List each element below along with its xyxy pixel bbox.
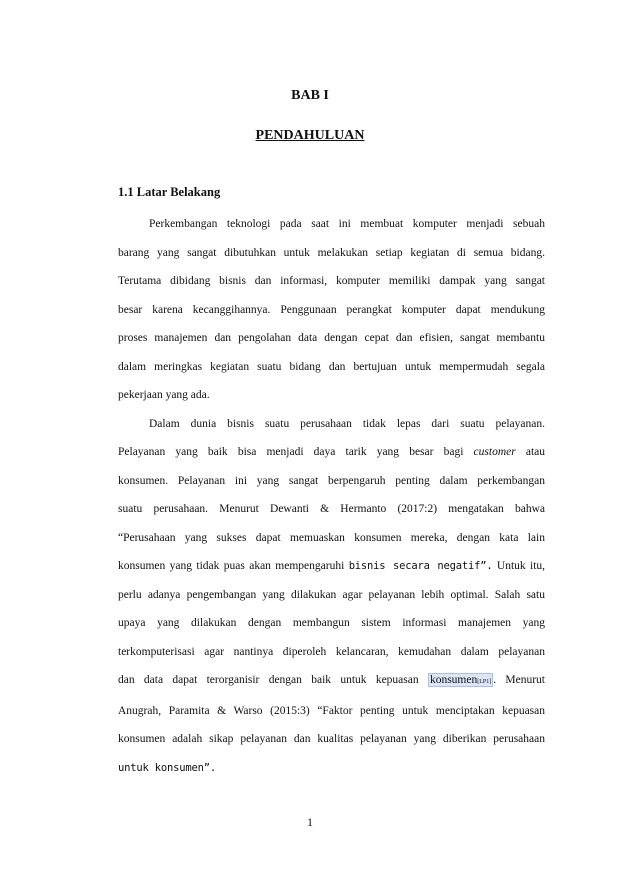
chapter-number: BAB I <box>291 88 329 103</box>
text-segment: dan data dapat terorganisir dengan baik untuk kepuasan <box>118 674 419 686</box>
paragraph-1 <box>118 210 545 410</box>
text-line: besar karena kecanggihannya. Penggunaan perangkat komputer dapat mendukung <box>118 303 545 316</box>
section-heading: 1.1 Latar Belakang <box>118 185 221 199</box>
text-segment: Untuk itu, <box>496 560 546 572</box>
body-text <box>118 210 545 782</box>
text-line <box>118 552 545 581</box>
text-line: proses manajemen dan pengolahan data dengan cepat dan efisien, sangat membantu <box>118 332 545 344</box>
text-line: upaya yang dilakukan dengan membangun sistem informasi manajemen yang <box>118 617 545 629</box>
text-line: konsumen adalah sikap pelayanan dan kualitas pelayanan yang diberikan perusahaan <box>118 733 545 745</box>
text-line: dalam meringkas kegiatan suatu bidang dan bertujuan untuk mempermudah segala <box>118 360 545 373</box>
text-line <box>118 438 545 467</box>
text-segment: konsumen yang tidak puas akan mempengaruhi <box>118 560 345 572</box>
text-line: Anugrah, Paramita & Warso (2015:3) “Faktor penting untuk menciptakan kepuasan <box>118 704 545 717</box>
text-segment: Pelayanan yang baik bisa menjadi daya tarik yang besar bagi <box>118 446 464 458</box>
text-line: pekerjaan yang ada. <box>118 389 210 401</box>
italic-term: customer <box>473 446 516 458</box>
mono-segment: bisnis secara negatif”. <box>348 560 493 572</box>
text-line: konsumen. Pelayanan ini yang sangat berpengaruh penting dalam perkembangan <box>118 474 545 487</box>
highlighted-text: konsumen <box>429 674 478 686</box>
paragraph-2 <box>118 410 545 783</box>
text-line: untuk konsumen”. <box>118 761 216 774</box>
text-line: Terutama dibidang bisnis dan informasi, komputer memiliki dampak yang sangat <box>118 275 545 287</box>
chapter-title-block <box>0 89 620 143</box>
text-line: barang yang sangat dibutuhkan untuk melakukan setiap kegiatan di semua bidang. <box>118 246 545 259</box>
comment-highlight[interactable] <box>428 673 493 687</box>
text-line: perlu adanya pengembangan yang dilakukan agar pelayanan lebih optimal. Salah satu <box>118 588 545 601</box>
chapter-name: PENDAHULUAN <box>255 128 365 143</box>
page-number: 1 <box>307 815 313 829</box>
text-line: Perkembangan teknologi pada saat ini membuat komputer menjadi sebuah <box>149 218 545 230</box>
text-segment: . Menurut <box>493 674 546 686</box>
text-line: Dalam dunia bisnis suatu perusahaan tidak lepas dari suatu pelayanan. <box>149 417 545 430</box>
text-line: suatu perusahaan. Menurut Dewanti & Hermanto (2017:2) mengatakan bahwa <box>118 503 545 515</box>
comment-marker[interactable]: [LP1] <box>477 679 492 685</box>
text-segment: atau <box>525 446 546 458</box>
text-line: terkomputerisasi agar nantinya diperoleh kelancaran, kemudahan dalam pelayanan <box>118 645 545 658</box>
text-line: “Perusahaan yang sukses dapat memuaskan konsumen mereka, dengan kata lain <box>118 531 545 544</box>
text-line <box>118 666 545 697</box>
